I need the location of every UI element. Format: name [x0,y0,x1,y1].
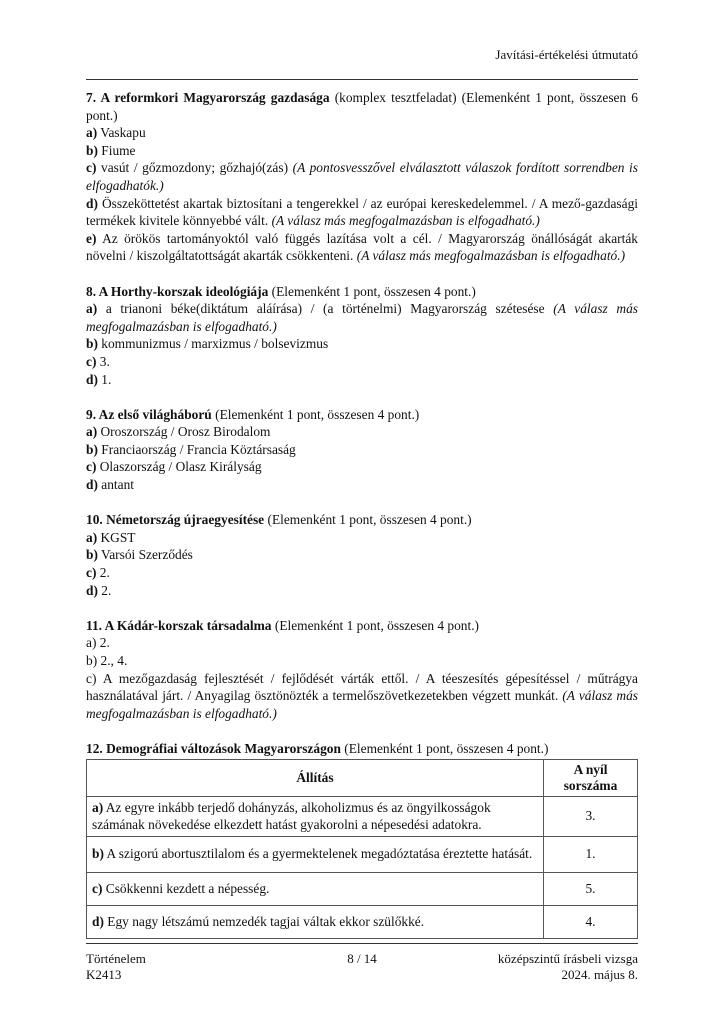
page-number: 8 / 14 [347,951,377,966]
table-header-row [87,759,638,796]
task-10 [86,511,638,599]
answer-b: b) Varsói Szerződés [86,547,193,563]
answer-c: c) 3. [86,353,110,369]
exam-date: 2024. május 8. [561,967,638,982]
answer-b: b) kommunizmus / marxizmus / bolsevizmus [86,336,329,352]
answer-b: b) Franciaország / Francia Köztársaság [86,441,296,457]
task-title: 10. Németország újraegyesítése (Elemenként 1 pont, összesen 4 pont.) [86,512,472,528]
statement-cell: b) A szigorú abortusztilalom és a gyermektelenek megadóztatása éreztette hatását. [87,836,544,872]
task-title: 9. Az első világháború (Elemenként 1 pont, összesen 4 pont.) [86,406,420,422]
table-row [87,796,638,836]
footer-right [498,951,638,983]
column-header-statement: Állítás [87,759,544,796]
answer-key-content [86,89,638,956]
task-title: 8. A Horthy-korszak ideológiája (Elemenként 1 pont, összesen 4 pont.) [86,283,476,299]
answer-d: d) 1. [86,371,112,387]
table-row [87,836,638,872]
answer-e: e) Az örökös tartományoktól való függés lazítása volt a cél. / Magyarország önállóságát akarták növelni / kiszolgáltatottságát akarták csökkenteni. (A válasz más megfogalmazásban is elfogadható.) [86,230,638,264]
arrow-number-cell: 4. [544,905,638,938]
footer-left [86,951,146,983]
answer-a: a) 2. [86,635,110,651]
answer-d: d) antant [86,477,134,493]
exam-code: K2413 [86,967,122,982]
statement-cell: d) Egy nagy létszámú nemzedék tagjai váltak ekkor szülőkké. [87,905,544,938]
task-7 [86,89,638,265]
answer-d: d) 2. [86,582,112,598]
answer-c: c) 2. [86,565,110,581]
answer-a: a) Oroszország / Orosz Birodalom [86,424,271,440]
exam-level: középszintű írásbeli vizsga [497,951,638,966]
answer-b: b) Fiume [86,142,136,158]
page-header: Javítási-értékelési útmutató [495,47,638,62]
statement-cell: c) Csökkenni kezdett a népesség. [87,872,544,905]
answer-a: a) a trianoni béke(diktátum aláírása) / (a történelmi) Magyarország szétesése (A válasz más megfogalmazásban is elfogadható.) [86,301,638,334]
table-row [87,872,638,905]
statement-cell: a) Az egyre inkább terjedő dohányzás, alkoholizmus és az öngyilkosságok számának növekedése elkezdett hatást gyakorolni a népesedési adatokra. [87,796,544,836]
task-9 [86,406,638,494]
answer-a: a) Vaskapu [86,125,146,141]
arrow-number-cell: 3. [544,796,638,836]
arrow-number-cell: 1. [544,836,638,872]
answer-c: c) A mezőgazdaság fejlesztését / fejlődését várták ettől. / A téeszesítés gépesítéssel / műtrágya használatával járt. / Anyagilag ösztönözték a termelőszövetkezetekben végzett munkát. (A válasz más megfogalmazásban is elfogadható.) [86,670,639,721]
task-8 [86,283,638,389]
header-divider [86,79,638,80]
task-title: 12. Demográfiai változások Magyarországon (Elemenként 1 pont, összesen 4 pont.) [86,740,549,756]
task-12 [86,740,638,939]
answer-d: d) Összeköttetést akartak biztosítani a tengerekkel / az európai kereskedelemmel. / A mező-gazdasági termékek kivitele könnyebbé vált. (A válasz más megfogalmazásban is elfogadható.) [86,195,638,229]
subject: Történelem [86,951,146,966]
task-title: 7. A reformkori Magyarország gazdasága (komplex tesztfeladat) (Elemenként 1 pont, összesen 6 pont.) [86,90,639,123]
task-11 [86,617,638,723]
answer-c: c) vasút / gőzmozdony; gőzhajó(zás) (A pontosvesszővel elválasztott válaszok fordított sorrendben is elfogadhatók.) [86,160,638,193]
answer-b: b) 2., 4. [86,653,128,668]
task-title: 11. A Kádár-korszak társadalma (Elemenként 1 pont, összesen 4 pont.) [86,617,480,633]
answer-c: c) Olaszország / Olasz Királyság [86,459,262,475]
footer-divider [86,943,638,944]
answer-table [86,759,638,939]
table-row [87,905,638,938]
arrow-number-cell: 5. [544,872,638,905]
answer-a: a) KGST [86,529,136,545]
column-header-arrow-number: A nyíl sorszáma [544,759,638,796]
